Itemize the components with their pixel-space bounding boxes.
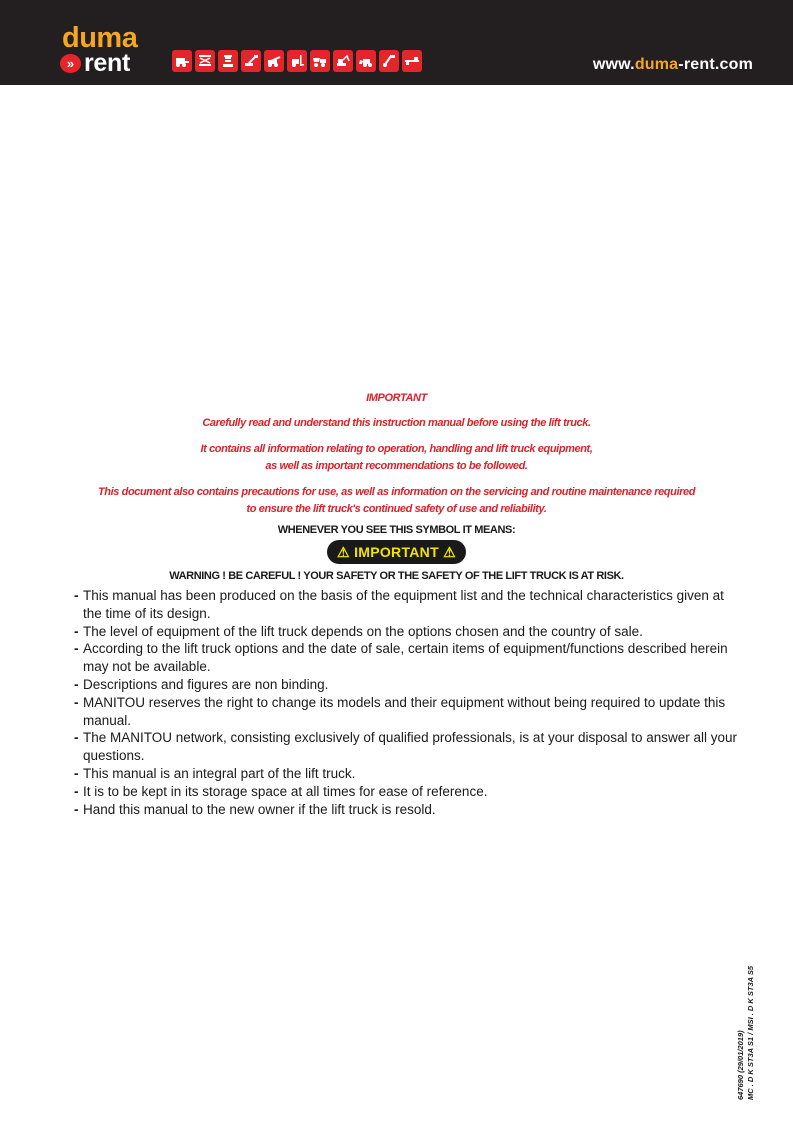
list-item: - Hand this manual to the new owner if the lift truck is resold. xyxy=(74,801,740,819)
roller-icon xyxy=(379,50,399,72)
loader-icon xyxy=(356,50,376,72)
contains-info-line-1: It contains all information relating to operation, handling and lift truck equipment, xyxy=(200,443,593,455)
list-item: - According to the lift truck options and the date of sale, certain items of equipment/functions described herein may not be available. xyxy=(74,640,740,676)
contains-info-line-2: as well as important recommendations to be followed. xyxy=(265,460,528,472)
list-item: - This manual has been produced on the basis of the equipment list and the technical characteristics given at the time of its design. xyxy=(74,587,740,623)
duma-rent-logo[interactable] xyxy=(62,24,162,76)
badge-label: IMPORTANT xyxy=(354,544,439,560)
symbol-intro: WHENEVER YOU SEE THIS SYMBOL IT MEANS: xyxy=(277,524,516,536)
list-item: - The MANITOU network, consisting exclusively of qualified professionals, is at your disposal to answer all your questions. xyxy=(74,729,740,765)
reference-line-1: 647690 (29/01/2019) xyxy=(736,1030,745,1100)
warning-text: WARNING ! BE CAREFUL ! YOUR SAFETY OR THE SAFETY OF THE LIFT TRUCK IS AT RISK. xyxy=(169,570,624,582)
logo-chevron-icon: » xyxy=(60,54,81,73)
warning-triangle-icon: ⚠ xyxy=(337,544,350,560)
list-item: - The level of equipment of the lift truck depends on the options chosen and the country of sale. xyxy=(74,623,740,641)
telehandler-icon xyxy=(264,50,284,72)
url-accent: duma xyxy=(634,56,679,73)
logo-rent-text: rent xyxy=(84,49,131,77)
important-badge-row xyxy=(0,540,793,564)
url-prefix: www. xyxy=(592,56,635,73)
boom-lift-icon xyxy=(241,50,261,72)
list-item: - Descriptions and figures are non binding. xyxy=(74,676,740,694)
manual-notes-list xyxy=(74,587,740,818)
url-suffix: -rent.com xyxy=(678,56,753,73)
precautions-line-2: to ensure the lift truck's continued safety of use and reliability. xyxy=(246,503,547,515)
important-badge xyxy=(327,540,466,564)
excavator-icon xyxy=(333,50,353,72)
logo-duma-text: duma xyxy=(62,22,138,54)
website-link[interactable] xyxy=(593,56,753,74)
important-heading: IMPORTANT xyxy=(366,392,427,404)
machine-icon-row xyxy=(172,50,422,74)
list-item: - This manual is an integral part of the lift truck. xyxy=(74,765,740,783)
compactor-icon xyxy=(402,50,422,72)
header-bar xyxy=(0,0,793,85)
precautions-line-1: This document also contains precautions for use, as well as information on the servicing and routine maintenance required xyxy=(97,486,696,498)
scissor-lift-icon xyxy=(195,50,215,72)
list-item: - It is to be kept in its storage space at all times for ease of reference. xyxy=(74,783,740,801)
mast-lift-icon xyxy=(218,50,238,72)
skid-steer-icon xyxy=(172,50,192,72)
dumper-icon xyxy=(310,50,330,72)
reference-line-2: MC . D K ST3A S1 / MSI . D K ST3A S5 xyxy=(746,965,755,1100)
warning-triangle-icon: ⚠ xyxy=(443,544,456,560)
list-item: - MANITOU reserves the right to change its models and their equipment without being required to update this manual. xyxy=(74,694,740,730)
document-reference-code xyxy=(736,966,756,1100)
read-manual-notice: Carefully read and understand this instruction manual before using the lift truck. xyxy=(202,417,591,429)
forklift-icon xyxy=(287,50,307,72)
